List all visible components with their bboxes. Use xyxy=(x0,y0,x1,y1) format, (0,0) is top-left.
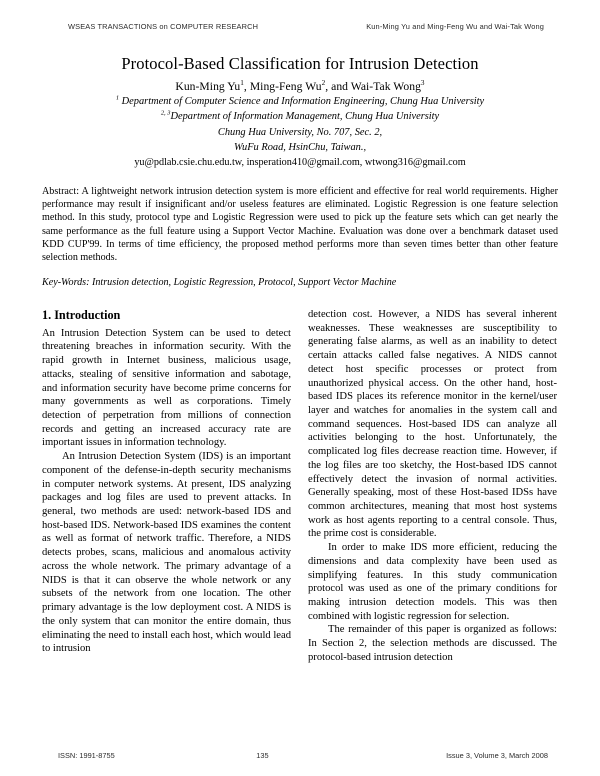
footer-page-number: 135 xyxy=(256,751,269,760)
running-head xyxy=(42,0,558,31)
keywords-text: Intrusion detection, Logistic Regression, Protocol, Support Vector Machine xyxy=(89,276,397,288)
affiliation-1 xyxy=(42,95,558,108)
paragraph: In order to make IDS more efficient, reducing the dimensions and data complexity have been used as simplifying features. In this study communication protocol was used as one of the primary conditions for making intrusion detection models. This was then combined with logistic regression for selection. xyxy=(308,542,557,622)
author-sup-2: 2 xyxy=(321,79,326,88)
address-line-2: WuFu Road, HsinChu, Taiwan., xyxy=(233,141,367,153)
footer-issue: Issue 3, Volume 3, March 2008 xyxy=(446,751,548,760)
abstract-label: Abstract: xyxy=(42,186,79,198)
author-sup-3: 3 xyxy=(420,79,425,88)
page-footer xyxy=(42,751,558,760)
abstract-text: A lightweight network intrusion detection system is more efficient and effective for real world requirements. Higher performance may result if insignificant and/or useless features are eliminated. Logistic Regression is one feature selection method. In this study, protocol type and Logistic Regression were used to pick up the feature sets which can get nearly the same performance as the full feature using a Support Vector Machine. Evaluation was done over a benchmark dataset used KDD CUP'99. In terms of time efficiency, the proposed method performs more than seven times better than other feature selection methods. xyxy=(42,186,558,263)
paragraph: The remainder of this paper is organized as follows: In Section 2, the selection methods are discussed. The protocol-based intrusion detection xyxy=(308,624,557,663)
affiliation-sup-2: 2, 3 xyxy=(160,109,171,117)
paragraph: An Intrusion Detection System (IDS) is an important component of the defense-in-depth security mechanisms in computer network systems. At present, IDS analyzing packages and log files are used to prevent attacks. In general, two methods are used: network-based IDS and host-based IDS. Network-based IDS examines the content as well as format of network traffic. Therefore, a NIDS detects probes, scans, malicious and anomalous activity across the whole network. The primary advantage of a NIDS is that it can observe the whole network or any subsets of the network from one location. The other primary advantage is the low deployment cost. A NIDS is the only system that can monitor the entire domain, thus eliminating the need to install each host, which would lead to intrusion xyxy=(42,451,291,655)
author-sup-1: 1 xyxy=(240,79,244,88)
right-column xyxy=(308,308,557,665)
paragraph: An Intrusion Detection System can be used to detect threatening breaches in information security. With the rapid growth in Internet business, malicious usage, attacks, stealing of sensitive information and sabotage, and information security have become prime concerns for many governments as well as corporations. Timely detection of perpetration from millions of connection records and getting an increased accuracy rate are important issues in information technology. xyxy=(42,327,291,449)
title-block xyxy=(42,54,558,168)
author-list: Kun-Ming Yu$^1$, Ming-Feng Wu$^2$, and Wai-Tak Wong$^3$ xyxy=(175,79,425,93)
body-columns xyxy=(42,308,558,665)
affiliation-2 xyxy=(42,110,558,123)
keywords-line xyxy=(42,277,558,288)
author-name-1: Kun-Ming Yu xyxy=(175,80,241,93)
left-column xyxy=(42,308,291,665)
affiliation-1-text: Department of Computer Science and Information Engineering, Chung Hua University xyxy=(119,96,485,107)
running-head-authors: Kun-Ming Yu and Ming-Feng Wu and Wai-Tak Wong xyxy=(366,22,544,31)
paragraph: detection cost. However, a NIDS has several inherent weaknesses. These weaknesses are susceptibility to generating false alarms, as well as an inability to detect certain attacks called false negatives. A NIDS cannot detect host specific processes or protect from unauthorized physical access. On the other hand, host-based IDS places its reference monitor in the kernel/user layer and watches for anomalies in the system call and command sequences. Host-based IDS can analyze all activities belonging to the host. Unfortunately, the complicated log files decrease reaction time. However, if the log files are too sketchy, the Host-based IDS cannot effectively detect the invasion of normal activities. Generally speaking, most of these Host-based IDSs have common architectures, meaning that most host systems work as host agents reporting to a central console. Thus, the prime cost is considerable. xyxy=(308,308,557,540)
page-title: Protocol-Based Classification for Intrusion Detection xyxy=(121,54,479,73)
affiliation-2-text: Department of Information Management, Chung Hua University xyxy=(170,111,440,123)
section-heading-introduction: 1. Introduction xyxy=(42,307,121,322)
running-head-journal: WSEAS TRANSACTIONS on COMPUTER RESEARCH xyxy=(68,22,259,31)
author-name-3: Wai-Tak Wong xyxy=(350,80,421,93)
affiliation-sup-1: 1 xyxy=(115,94,120,102)
abstract-paragraph xyxy=(42,185,558,264)
keywords-label: Key-Words: xyxy=(42,276,90,288)
author-name-2: Ming-Feng Wu xyxy=(249,80,322,93)
footer-issn: ISSN: 1991-8755 xyxy=(58,751,115,760)
address-line-1: Chung Hua University, No. 707, Sec. 2, xyxy=(217,126,383,138)
author-emails: yu@pdlab.csie.chu.edu.tw, insperation410@gmail.com, wtwong316@gmail.com xyxy=(134,157,466,169)
